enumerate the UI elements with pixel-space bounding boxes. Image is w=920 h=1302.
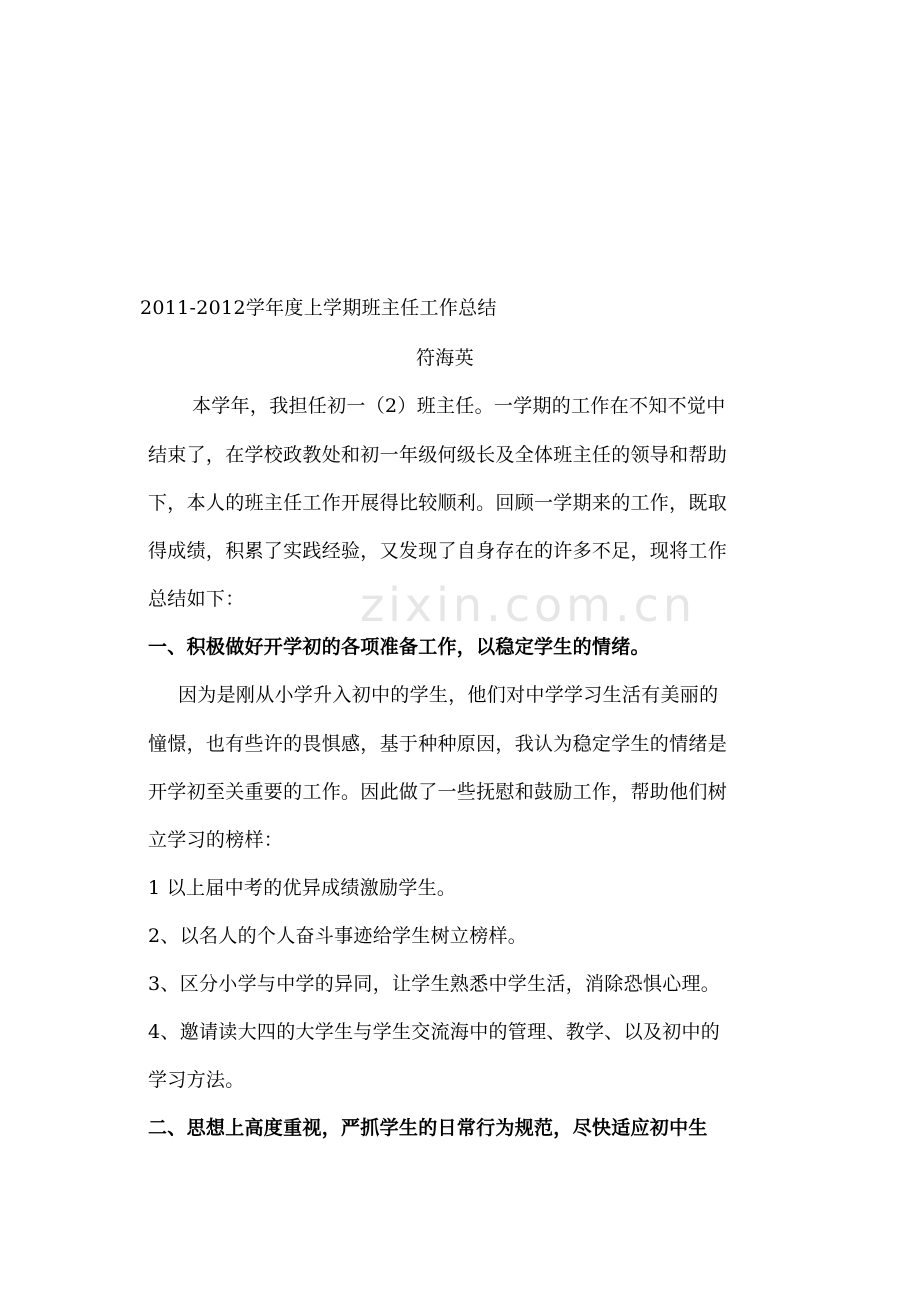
list-item-3: 3、区分小学与中学的异同，让学生熟悉中学生活，消除恐惧心理。 [148, 973, 721, 995]
intro-line-2: 结束了，在学校政教处和初一年级何级长及全体班主任的领导和帮助 [148, 444, 728, 466]
list-item-1: 1 以上届中考的优异成绩激励学生。 [148, 877, 457, 899]
section-1-para-line-2: 憧憬，也有些许的畏惧感，基于种种原因，我认为稳定学生的情绪是 [148, 733, 728, 755]
section-1-para-line-4: 立学习的榜样： [148, 829, 284, 851]
intro-line-5: 总结如下： [148, 588, 245, 610]
document-author: 符海英 [416, 347, 474, 369]
intro-line-4: 得成绩，积累了实践经验，又发现了自身存在的许多不足，现将工作 [148, 540, 728, 562]
section-1-para-line-1: 因为是刚从小学升入初中的学生，他们对中学学习生活有美丽的 [178, 684, 719, 706]
intro-line-1: 本学年，我担任初一（2）班主任。一学期的工作在不知不觉中 [192, 395, 726, 417]
list-item-4-continued: 学习方法。 [148, 1069, 245, 1091]
section-2-heading: 二、思想上高度重视，严抓学生的日常行为规范，尽快适应初中生 [148, 1117, 708, 1139]
list-item-2: 2、以名人的个人奋斗事迹给学生树立榜样。 [148, 925, 528, 947]
document-title: 2011-2012学年度上学期班主任工作总结 [140, 297, 497, 319]
section-1-para-line-3: 开学初至关重要的工作。因此做了一些抚慰和鼓励工作，帮助他们树 [148, 781, 728, 803]
watermark-text: zixin.com.cn [360, 578, 697, 632]
section-1-heading: 一、积极做好开学初的各项准备工作，以稳定学生的情绪。 [148, 636, 650, 658]
intro-line-3: 下，本人的班主任工作开展得比较顺利。回顾一学期来的工作，既取 [148, 492, 728, 514]
list-item-4: 4、邀请读大四的大学生与学生交流海中的管理、教学、以及初中的 [148, 1021, 721, 1043]
